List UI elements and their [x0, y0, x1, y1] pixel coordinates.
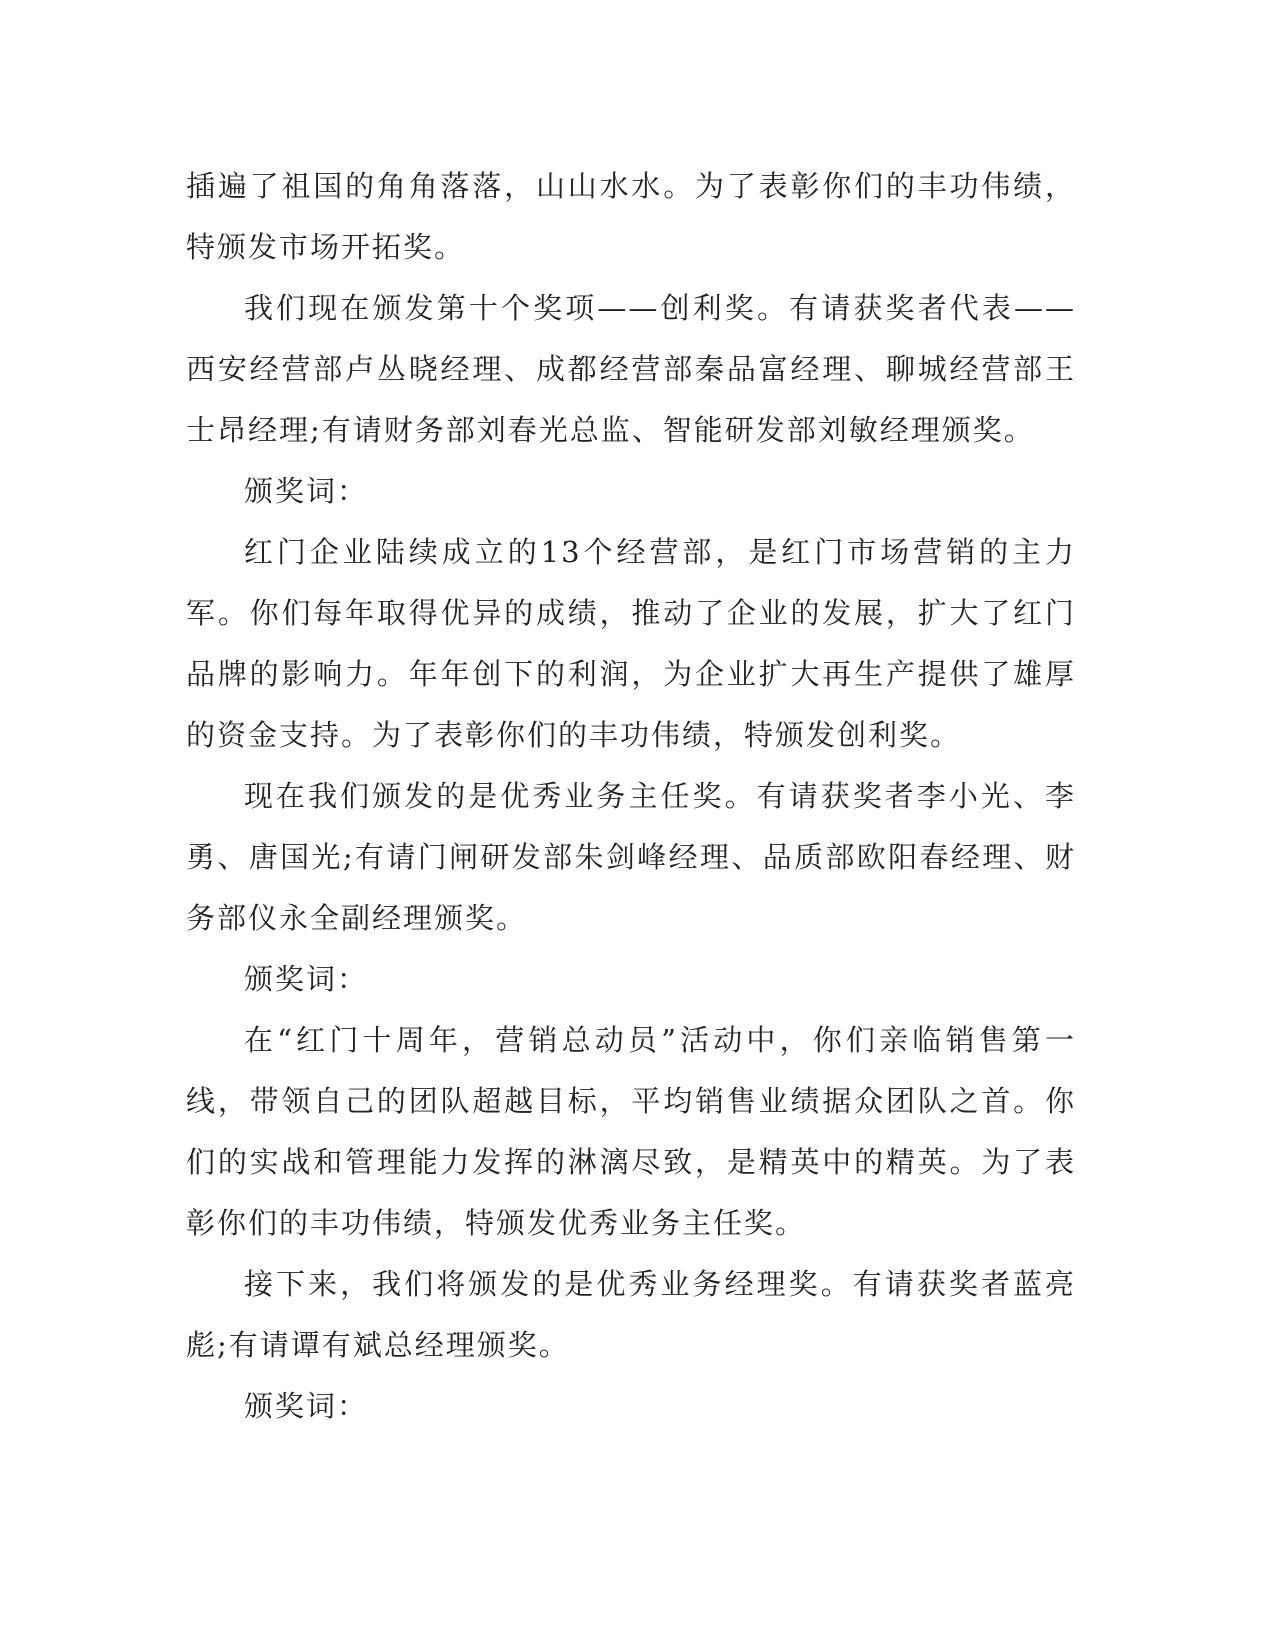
paragraph-8: 接下来，我们将颁发的是优秀业务经理奖。有请获奖者蓝亮彪;有请谭有斌总经理颁奖。 [186, 1267, 1076, 1362]
paragraph-5: 现在我们颁发的是优秀业务主任奖。有请获奖者李小光、李勇、唐国光;有请门闸研发部朱剑峰经理、品质部欧阳春经理、财务部仪永全副经理颁奖。 [186, 779, 1076, 935]
paragraph-9: 颁奖词： [244, 1389, 369, 1423]
paragraph-4: 红门企业陆续成立的13个经营部，是红门市场营销的主力军。你们每年取得优异的成绩，推动了企业的发展，扩大了红门品牌的影响力。年年创下的利润，为企业扩大再生产提供了雄厚的资金支持。为了表彰你们的丰功伟绩，特颁发创利奖。 [186, 535, 1076, 752]
paragraph-3: 颁奖词： [244, 474, 369, 508]
paragraph-7: 在“红门十周年，营销总动员”活动中，你们亲临销售第一线，带领自己的团队超越目标，平均销售业绩据众团队之首。你们的实战和管理能力发挥的淋漓尽致，是精英中的精英。为了表彰你们的丰功伟绩，特颁发优秀业务主任奖。 [186, 1023, 1076, 1240]
paragraph-6: 颁奖词： [244, 962, 369, 996]
document-body [186, 156, 1076, 1437]
paragraph-1: 插遍了祖国的角角落落，山山水水。为了表彰你们的丰功伟绩，特颁发市场开拓奖。 [186, 169, 1076, 264]
paragraph-2: 我们现在颁发第十个奖项——创利奖。有请获奖者代表——西安经营部卢丛晓经理、成都经营部秦品富经理、聊城经营部王士昂经理;有请财务部刘春光总监、智能研发部刘敏经理颁奖。 [186, 291, 1076, 447]
